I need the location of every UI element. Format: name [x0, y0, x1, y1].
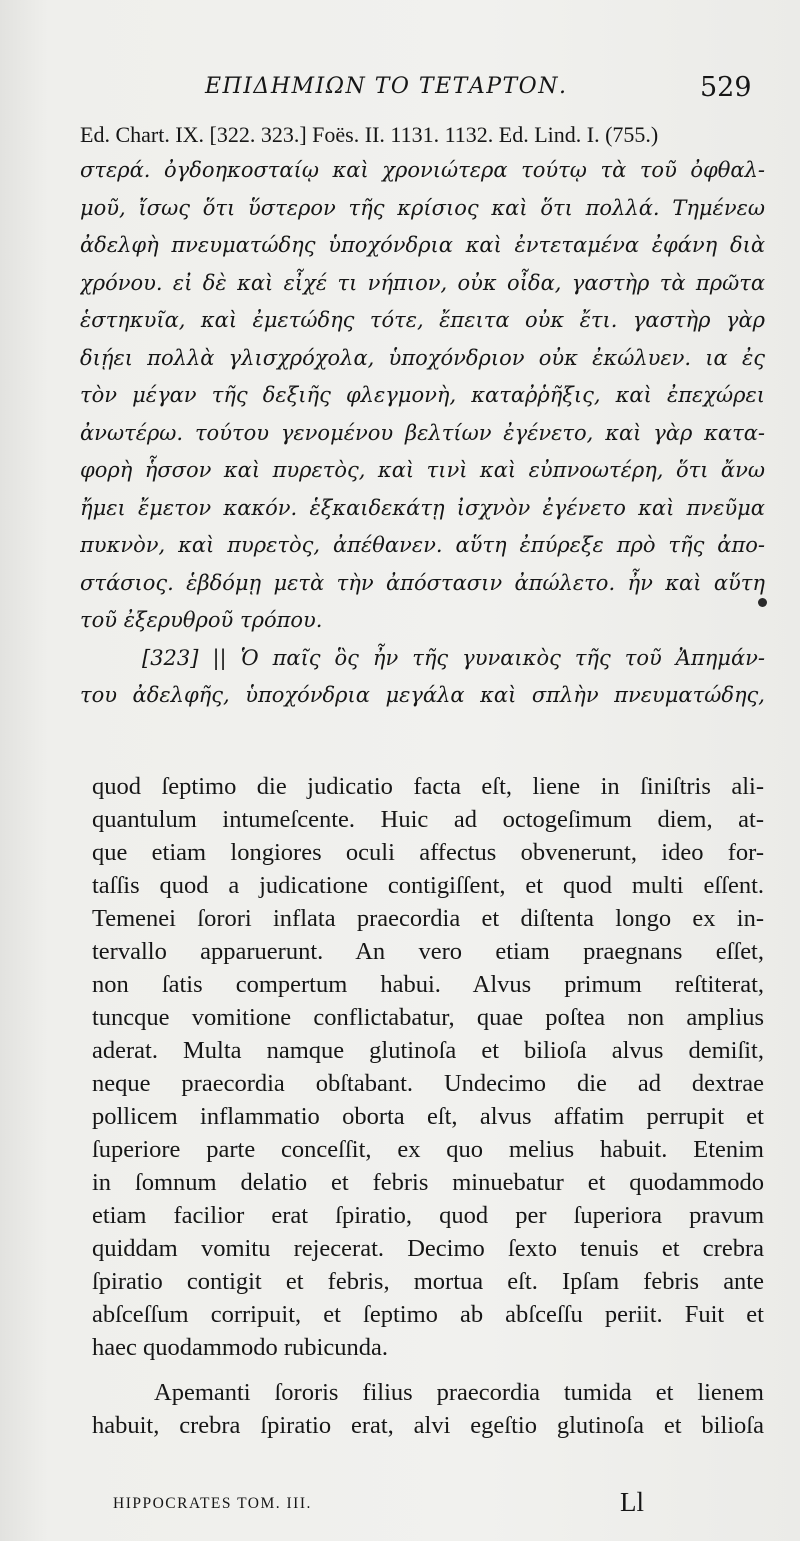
page-number: 529 — [700, 72, 752, 103]
latin-line: non ſatis compertum habui. Alvus primum reſtiterat, — [92, 971, 764, 998]
running-title: ΕΠΙΔΗΜΙΩΝ ΤΟ ΤΕΤΑΡΤΟΝ. — [205, 74, 568, 99]
signature-mark: Ll — [620, 1487, 644, 1517]
greek-line: του ἀδελφῆς, ὑποχόνδρια μεγάλα καὶ σπλὴν πνευματώδης, — [80, 683, 765, 707]
latin-line: quantulum intumeſcente. Huic ad octogeſimum diem, at- — [92, 806, 764, 833]
greek-line: πυκνὸν, καὶ πυρετὸς, ἀπέθανεν. αὕτη ἐπύρεξε πρὸ τῆς ἀπο- — [80, 533, 765, 557]
latin-line: quod ſeptimo die judicatio facta eſt, liene in ſiniſtris ali- — [92, 773, 764, 800]
greek-line: ἑστηκυῖα, καὶ ἐμετώδης τότε, ἔπειτα οὐκ ἔτι. γαστὴρ γὰρ — [80, 308, 765, 332]
latin-line: taſſis quod a judicatione contigiſſent, et quod multi eſſent. — [92, 872, 764, 899]
latin-text-block — [92, 770, 764, 1442]
latin-line: aderat. Multa namque glutinoſa et bilioſa alvus demiſit, — [92, 1037, 764, 1064]
latin-line: ſuperiore parte conceſſit, ex quo melius habuit. Etenim — [92, 1136, 764, 1163]
greek-line: [323] || Ὁ παῖς ὃς ἦν τῆς γυναικὸς τῆς τοῦ Ἀπημάν- — [142, 645, 765, 670]
edition-references: Ed. Chart. IX. [322. 323.] Foës. II. 1131. 1132. Ed. Lind. I. (755.) — [80, 122, 659, 147]
latin-line: etiam facilior erat ſpiratio, quod per ſuperiora pravum — [92, 1202, 764, 1229]
latin-line: haec quodammodo rubicunda. — [92, 1334, 388, 1361]
greek-line: ἀνωτέρω. τούτου γενομένου βελτίων ἐγένετο, καὶ γὰρ κατα- — [80, 420, 765, 445]
latin-line: ſpiratio contigit et febris, mortua eſt. Ipſam febris ante — [92, 1268, 764, 1295]
latin-line: abſceſſum corripuit, et ſeptimo ab abſceſſu periit. Fuit et — [92, 1301, 764, 1328]
latin-line: pollicem inflammatio oborta eſt, alvus affatim perrupit et — [92, 1103, 764, 1130]
greek-line: στερά. ὀγδοηκοσταίῳ καὶ χρονιώτερα τούτῳ τὰ τοῦ ὀφθαλ- — [80, 158, 765, 182]
greek-line: στάσιος. ἑβδόμῃ μετὰ τὴν ἀπόστασιν ἀπώλετο. ἦν καὶ αὕτη — [80, 570, 765, 595]
greek-line: τὸν μέγαν τῆς δεξιῆς φλεγμονὴ, καταῤῥῆξις, καὶ ἐπεχώρει — [80, 383, 765, 407]
latin-line: quiddam vomitu rejecerat. Decimo ſexto tenuis et crebra — [92, 1235, 764, 1262]
latin-line: Apemanti ſororis filius praecordia tumida et lienem — [154, 1379, 764, 1406]
latin-line: tuncque vomitione conflictabatur, quae poſtea non amplius — [92, 1004, 764, 1031]
greek-line: ἤμει ἔμετον κακόν. ἑξκαιδεκάτῃ ἰσχνὸν ἐγένετο καὶ πνεῦμα — [80, 495, 765, 520]
latin-line: tervallo apparuerunt. An vero etiam praegnans eſſet, — [92, 938, 764, 965]
signature-line: HIPPOCRATES TOM. III. — [113, 1495, 312, 1512]
greek-line: ἀδελφὴ πνευματώδης ὑποχόνδρια καὶ ἐντεταμένα ἐφάνη διὰ — [80, 233, 765, 257]
latin-line: que etiam longiores oculi affectus obvenerunt, ideo for- — [92, 839, 764, 866]
greek-line: μοῦ, ἴσως ὅτι ὕστερον τῆς κρίσιος καὶ ὅτι πολλά. Τημένεω — [80, 195, 765, 220]
latin-line: in ſomnum delatio et febris minuebatur et quodammodo — [92, 1169, 764, 1196]
greek-line: φορὴ ἧσσον καὶ πυρετὸς, καὶ τινὶ καὶ εὐπνοωτέρη, ὅτι ἄνω — [80, 458, 765, 482]
latin-line: habuit, crebra ſpiratio erat, alvi egeſtio glutinoſa et bilioſa — [92, 1412, 764, 1439]
greek-line: διῄει πολλὰ γλισχρόχολα, ὑποχόνδριον οὐκ ἐκώλυεν. ια ἐς — [80, 345, 765, 370]
latin-line: neque praecordia obſtabant. Undecimo die ad dextrae — [92, 1070, 764, 1097]
greek-text-block — [80, 152, 765, 715]
latin-line: Temenei ſorori inflata praecordia et diſtenta longo ex in- — [92, 905, 764, 932]
greek-line: τοῦ ἐξερυθροῦ τρόπου. — [80, 608, 323, 632]
greek-line: χρόνου. εἰ δὲ καὶ εἶχέ τι νήπιον, οὐκ οἶδα, γαστὴρ τὰ πρῶτα — [80, 270, 765, 295]
ink-spot — [758, 598, 767, 607]
